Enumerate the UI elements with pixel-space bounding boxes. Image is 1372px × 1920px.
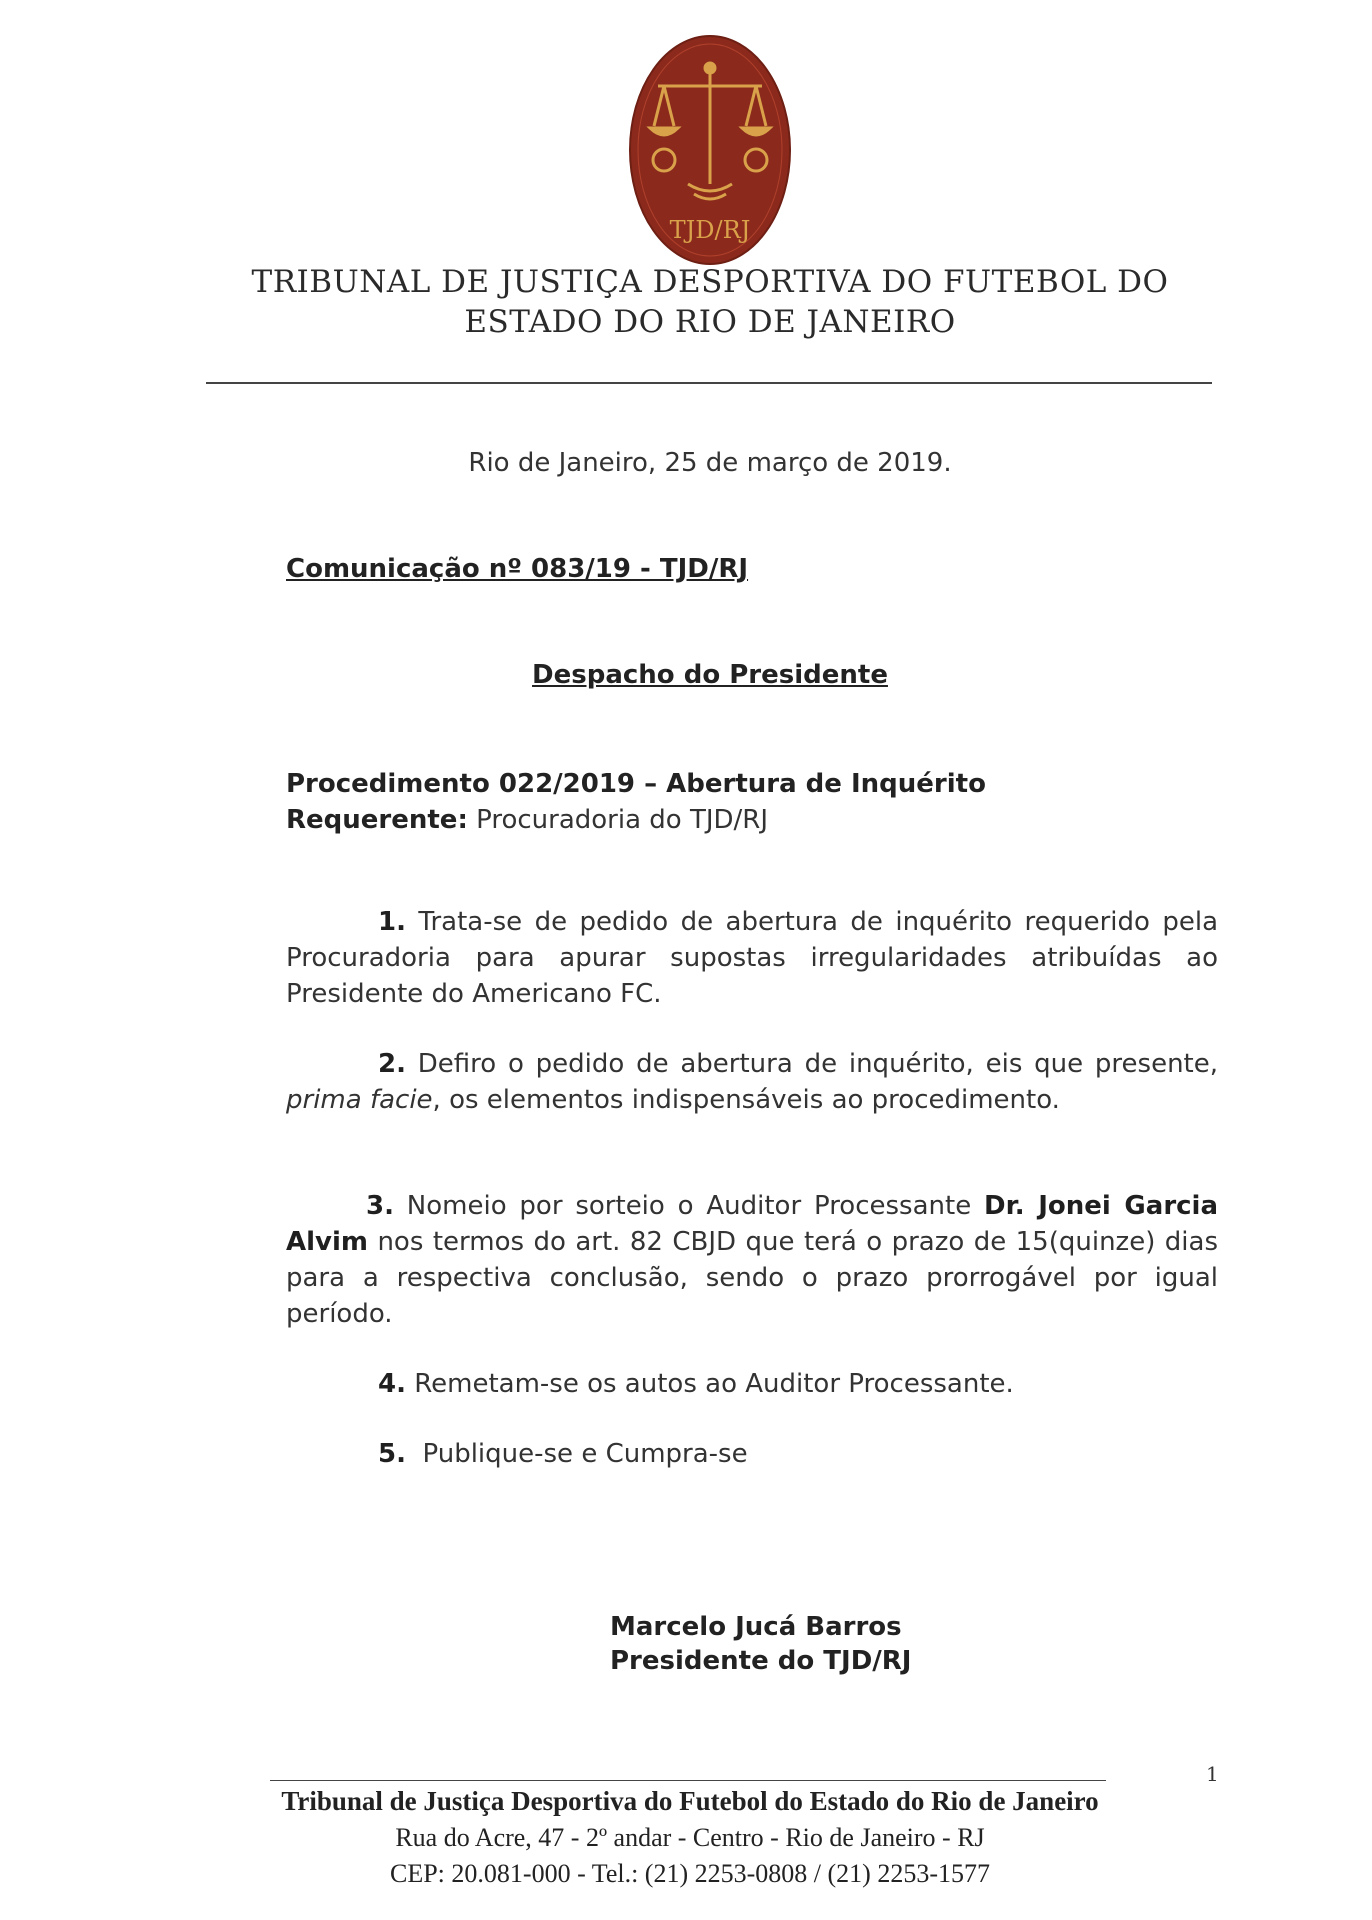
signer-role: Presidente do TJD/RJ: [610, 1646, 912, 1676]
requester-value: Procuradoria do TJD/RJ: [476, 805, 769, 835]
paragraph-2: [286, 1046, 1218, 1118]
header-title-line1: TRIBUNAL DE JUSTIÇA DESPORTIVA DO FUTEBOL DO: [251, 264, 1169, 300]
paragraph-text: , os elementos indispensáveis ao procedimento.: [432, 1085, 1060, 1115]
paragraph-text: Defiro o pedido de abertura de inquérito, eis que presente,: [417, 1049, 1219, 1079]
footer-divider: [270, 1780, 1106, 1781]
footer-institution: Tribunal de Justiça Desportiva do Futebol do Estado do Rio de Janeiro: [281, 1786, 1099, 1816]
header-title: [160, 262, 1260, 342]
header-divider: [206, 382, 1212, 384]
header-title-line2: ESTADO DO RIO DE JANEIRO: [464, 304, 956, 340]
paragraph-1: [286, 904, 1218, 1012]
page-number: 1: [1206, 1762, 1219, 1786]
paragraph-text: Nomeio por sorteio o Auditor Processante: [406, 1191, 972, 1221]
paragraph-number: 4.: [378, 1369, 406, 1399]
paragraph-text: nos termos do art. 82 CBJD que terá o prazo de 15(quinze) dias para a respectiva conclusão, sendo o prazo prorrogável por igual período.: [286, 1227, 1218, 1329]
paragraph-4: [378, 1366, 1218, 1402]
tjd-rj-seal-logo: [628, 34, 792, 266]
communication-number: Comunicação nº 083/19 - TJD/RJ: [286, 554, 749, 584]
paragraph-text: Remetam-se os autos ao Auditor Processante.: [414, 1369, 1014, 1399]
procedure-heading: Procedimento 022/2019 – Abertura de Inquérito: [286, 769, 986, 799]
paragraph-text: Trata-se de pedido de abertura de inquérito requerido pela Procuradoria para apurar supostas irregularidades atribuídas ao Presidente do Americano FC.: [286, 907, 1218, 1009]
requester-label: Requerente:: [286, 805, 468, 835]
dispatch-title: Despacho do Presidente: [532, 660, 888, 690]
paragraph-number: 5.: [378, 1439, 406, 1469]
logo-text: TJD/RJ: [669, 216, 751, 244]
document-date: Rio de Janeiro, 25 de março de 2019.: [468, 448, 952, 478]
paragraph-5: [378, 1436, 1218, 1472]
footer: [230, 1782, 1150, 1892]
paragraph-text: Publique-se e Cumpra-se: [422, 1439, 748, 1469]
signature-block: [610, 1610, 911, 1678]
paragraph-number: 3.: [366, 1191, 394, 1221]
paragraph-number: 1.: [378, 907, 406, 937]
auditor-name: Dr. Jonei Garcia Alvim: [286, 1191, 1219, 1257]
paragraph-italic-term: prima facie: [286, 1085, 433, 1115]
requester-line: [286, 802, 768, 838]
footer-contact: CEP: 20.081-000 - Tel.: (21) 2253-0808 / (21) 2253-1577: [390, 1859, 990, 1888]
paragraph-3: [286, 1188, 1218, 1332]
footer-address: Rua do Acre, 47 - 2º andar - Centro - Rio de Janeiro - RJ: [395, 1823, 985, 1852]
signer-name: Marcelo Jucá Barros: [610, 1612, 902, 1642]
paragraph-number: 2.: [378, 1049, 406, 1079]
